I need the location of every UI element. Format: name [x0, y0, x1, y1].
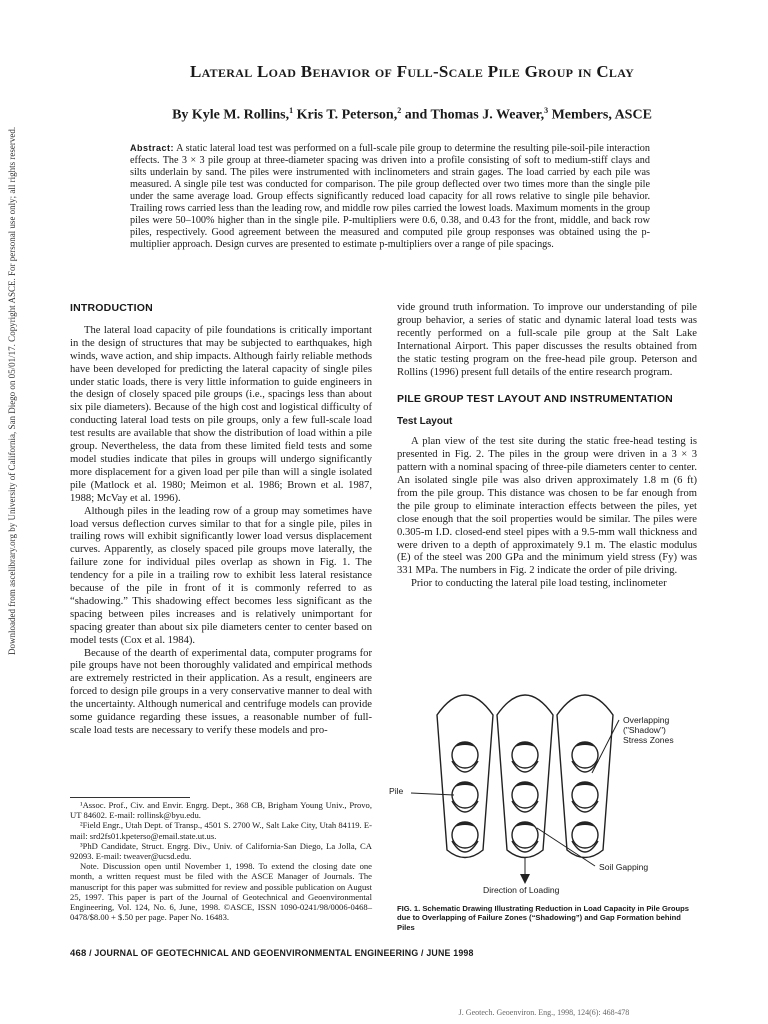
pile-circle [572, 782, 598, 808]
pile-circle [572, 742, 598, 768]
test-layout-section-heading: PILE GROUP TEST LAYOUT AND INSTRUMENTATION [397, 393, 673, 406]
pile-circle [452, 782, 478, 808]
overlap-label: Overlapping ("Shadow") Stress Zones [623, 715, 674, 745]
author-membership: Members, ASCE [548, 107, 652, 123]
footnote-3: ³PhD Candidate, Struct. Engrg. Div., Univ. of California-San Diego, La Jolla, CA 92093. E-mail: tweaver@ucsd.edu. [70, 840, 372, 862]
footnotes [70, 800, 372, 922]
citation-line: J. Geotech. Geoenviron. Eng., 1998, 124(6): 468-478 [458, 1008, 630, 1017]
journal-name-footer: / JOURNAL OF GEOTECHNICAL AND GEOENVIRONMENTAL ENGINEERING / JUNE 1998 [86, 948, 474, 958]
pile-leader [411, 793, 454, 795]
author-line [60, 106, 764, 124]
page-number: 468 [70, 948, 87, 959]
paper-title: Lateral Load Behavior of Full-Scale Pile Group in Clay [189, 62, 635, 81]
pile-circle [512, 782, 538, 808]
right-column [397, 302, 697, 591]
shadow-zone-left [437, 695, 493, 858]
pile-circle [512, 822, 538, 848]
failure-wedge [452, 801, 478, 812]
intro-continuation: vide ground truth information. To improve our understanding of pile group behavior, a series of static and dynamic lateral load tests was recently performed on a full-scale pile group at the Salt Lake International Airport. This paper discusses the results obtained from the static testing program on the free-head pile group. Peterson and Rollins (1996) present full details of the entire research program. [397, 302, 697, 378]
pile-group-schematic [397, 665, 697, 900]
left-column [70, 302, 372, 738]
intro-paragraph-2: Although piles in the leading row of a group may sometimes have load versus deflection curves similar to that for a single pile, piles in trailing rows will exhibit significantly lower load versus displacement curves. Apparently, as closely spaced pile groups move laterally, the failure zone for individual piles overlap as shown in Fig. 1. The tendency for a pile in a trailing row to exhibit less lateral resistance because of the pile in front of it is commonly referred to as “shadowing.” This shadowing effect becomes less significant as the spacing between piles increases and is relatively unimportant for spacing greater than about six pile diameters center to center based on model tests (Cox et al. 1984). [70, 505, 372, 646]
footnote-1: ¹Assoc. Prof., Civ. and Envir. Engrg. Dept., 368 CB, Brigham Young Univ., Provo, UT 84602. E-mail: rollinsk@byu.edu. [70, 800, 372, 821]
failure-wedge [512, 841, 538, 852]
introduction-heading: INTRODUCTION [70, 302, 153, 314]
direction-arrow-head [520, 874, 530, 884]
failure-wedge [572, 801, 598, 812]
failure-wedge [572, 841, 598, 852]
author-1-mark: 1 [289, 106, 294, 115]
author-2-mark: 2 [397, 106, 402, 115]
pile-circle [512, 742, 538, 768]
intro-paragraph-1: The lateral load capacity of pile foundations is critically important in the design of structures that may be subjected to earthquakes, high winds, wave action, and ship impacts. Although fairly reliable methods have been developed for predicting the lateral capacity of single piles under static loads, there is very little information to guide engineers in the design of closely spaced pile groups (i.e., spacings less than about six pile diameters). Because of the high cost and logistical difficulty of conducting lateral load tests on pile groups, only a few full-scale load test results are available that show the distribution of load within a pile group. Nevertheless, the data from these limited field tests and some model studies indicate that piles in groups will undergo significantly more displacement for a given load per pile than will a single isolated pile (Matlock et al. 1980; Meimon et al. 1986; Brown et al. 1987, 1988; McVay et al. 1996). [70, 324, 372, 504]
figure-1 [389, 665, 697, 900]
abstract-text: A static lateral load test was performed on a full-scale pile group to determine the resulting pile-soil-pile interaction effects. The 3 × 3 pile group at three-diameter spacing was driven into a profile consisting of soft to medium-stiff clays and silts underlain by sand. The piles were instrumented with inclinometers and strain gages. The load carried by each pile was measured. A single pile test was conducted for comparison. The pile group deflected over two times more than the single pile under the same average load. Group effects significantly reduced load capacity for all rows relative to single pile behavior. Trailing rows carried less than the leading row, and middle row piles carried the lowest loads. Maximum moments in the group piles were 50–100% higher than in the single pile. P-multipliers were 0.6, 0.38, and 0.43 for the front, middle, and back row piles, respectively. Good agreement between the measured and computed pile group responses was obtained using the p-multiplier approach. Design curves are presented to estimate p-multipliers over a range of pile spacings. [130, 143, 650, 250]
pile-circle [572, 822, 598, 848]
loading-direction-label: Direction of Loading [483, 885, 560, 895]
intro-paragraph-3: Because of the dearth of experimental data, computer programs for pile groups have not been thoroughly validated and empirical methods are extremely restricted in their application. As a result, engineers are forced to design pile groups in a very conservative manner to deal with the uncertainty. Although numerical and centrifuge models can provide some guidance regarding these issues, a reasonable number of full-scale load tests are necessary to verify these models and pro- [70, 647, 372, 736]
footnote-2: ²Field Engr., Utah Dept. of Transp., 4501 S. 2700 W., Salt Lake City, Utah 84119. E-mail: srd2fs01.kpeterso@email.state.ut.us. [70, 820, 372, 841]
figure-1-caption: FIG. 1. Schematic Drawing Illustrating Reduction in Load Capacity in Pile Groups due to Overlapping of Failure Zones (“Shadowing”) and Gap Formation behind Piles [397, 904, 689, 932]
pile-label: Pile [389, 786, 404, 796]
pile-circle [452, 742, 478, 768]
author-3: and Thomas J. Weaver, [401, 107, 545, 123]
abstract-label: Abstract: [130, 143, 175, 153]
pile-circle [452, 822, 478, 848]
test-layout-paragraph-1: A plan view of the test site during the static free-head testing is presented in Fig. 2. The piles in the group were driven in a 3 × 3 pattern with a nominal spacing of three-pile diameters center to center. An isolated single pile was also driven approximately 1.8 m (6 ft) from the pile group. This distance was chosen to be far enough from the pile group to eliminate interaction effects between the piles, yet close enough that the soil properties would be similar. The piles were 0.305-m I.D. closed-end steel pipes with a 9.5-mm wall thickness and were driven to a depth of approximately 9.1 m. The elastic modulus (E) of the steel was 200 GPa and the minimum yield stress (Fy) was 331 MPa. The numbers in Fig. 2 indicate the order of pile driving. [397, 436, 697, 577]
running-footer [70, 948, 710, 959]
failure-wedge [512, 761, 538, 772]
author-1: By Kyle M. Rollins, [172, 107, 290, 123]
footnote-divider [70, 797, 190, 798]
download-notice: Downloaded from ascelibrary.org by University of California, San Diego on 05/01/17. Copyright ASCE. For personal use only; all rights reserved. [7, 126, 17, 655]
soil-gapping-label: Soil Gapping [599, 862, 649, 872]
failure-wedge [452, 761, 478, 772]
author-2: Kris T. Peterson, [293, 107, 398, 123]
discussion-note: Note. Discussion open until November 1, 1998. To extend the closing date one month, a written request must be filed with the ASCE Manager of Journals. The manuscript for this paper was submitted for review and possible publication on August 25, 1997. This paper is part of the Journal of Geotechnical and Geoenvironmental Engineering, Vol. 124, No. 6, June, 1998. ©ASCE, ISSN 1090-0241/98/0006-0468–0478/$8.00 + $.50 per page. Paper No. 16483. [70, 861, 372, 923]
abstract [130, 142, 650, 251]
test-layout-paragraph-2: Prior to conducting the lateral pile load testing, inclinometer [411, 578, 667, 590]
shadow-zone-right [557, 695, 613, 858]
failure-wedge [452, 841, 478, 852]
failure-wedge [512, 801, 538, 812]
overlap-leader [592, 720, 619, 773]
failure-wedge [572, 761, 598, 772]
author-3-mark: 3 [544, 106, 549, 115]
test-layout-subheading: Test Layout [397, 416, 453, 428]
